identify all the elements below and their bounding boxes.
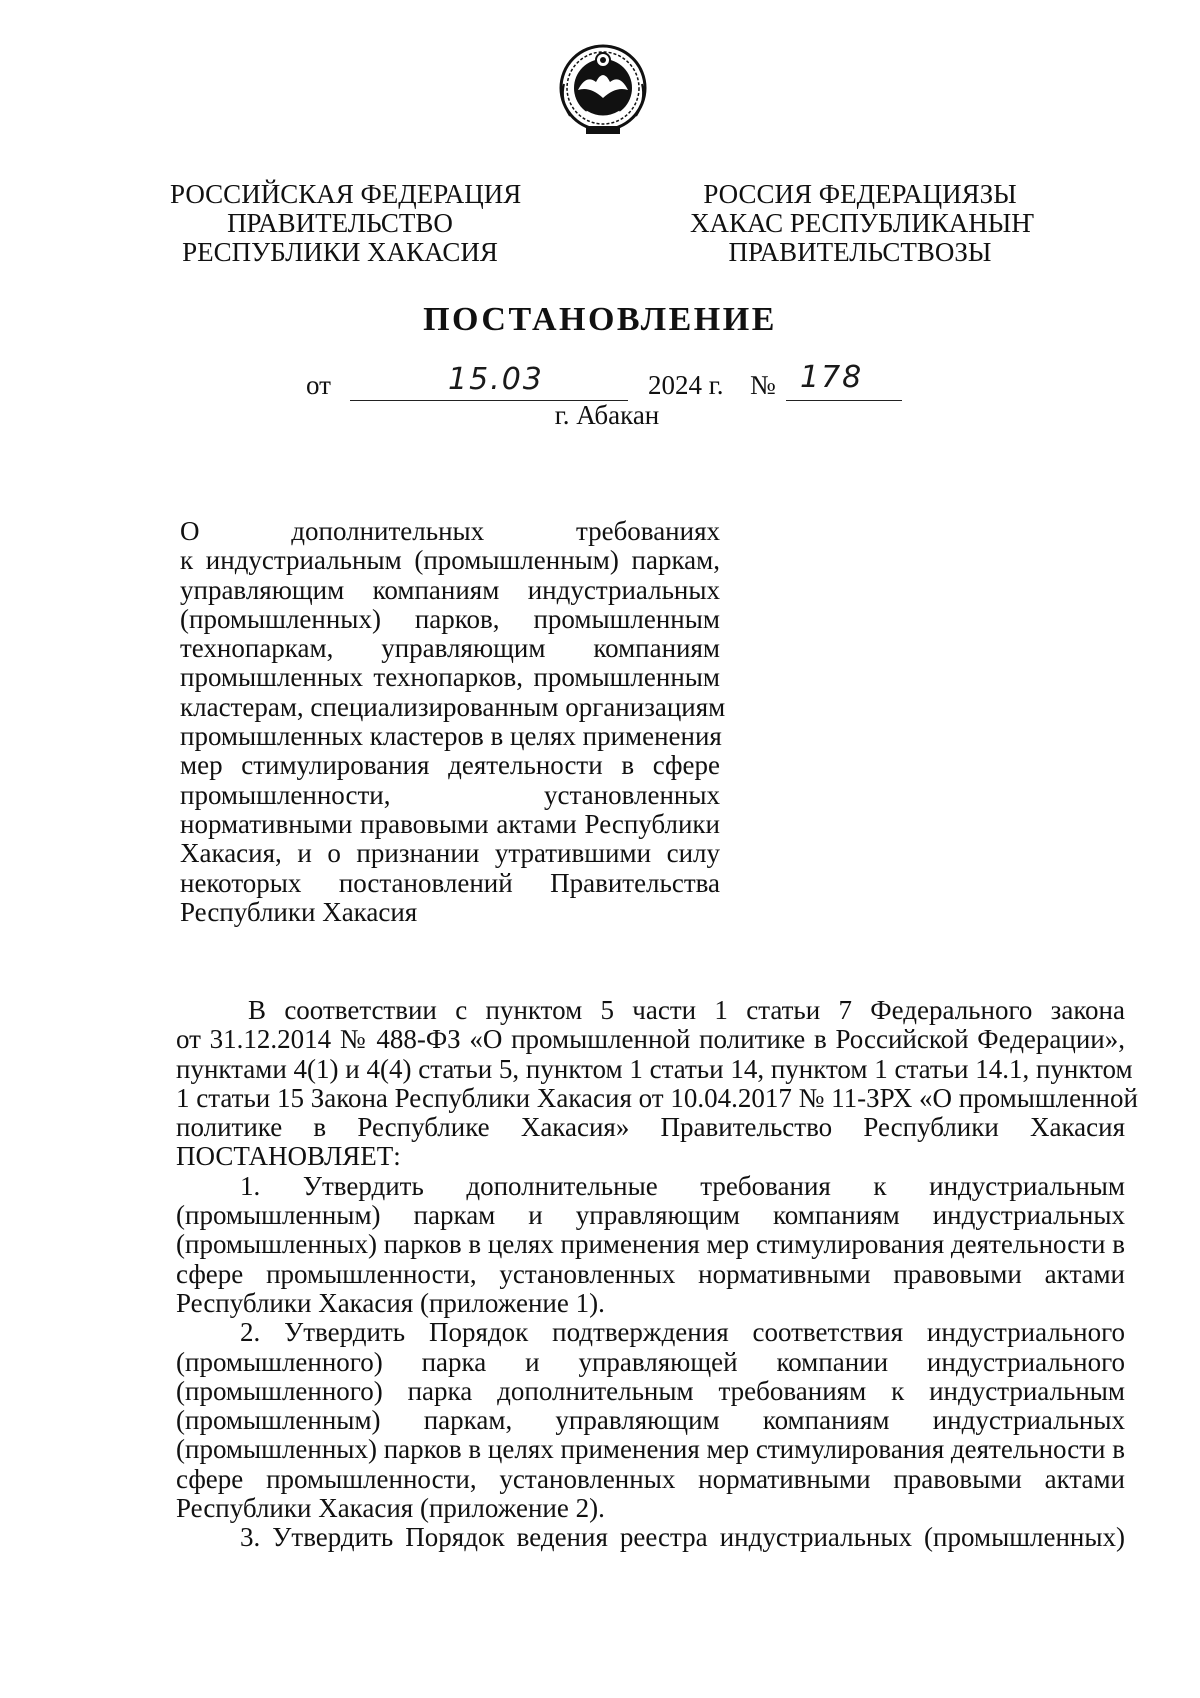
subject-line: кластерам, специализированным организациям	[180, 691, 726, 722]
body-line: (промышленных) парков в целях применения мер стимулирования деятельности в	[176, 1229, 1125, 1260]
body-line: политике в Республике Хакасия» Правительство Республики Хакасия	[176, 1112, 1125, 1143]
subject-line: О дополнительных требованиях	[180, 516, 720, 546]
handwritten-date: 15.03	[448, 362, 544, 397]
subject-line: некоторых постановлений Правительства	[180, 867, 720, 898]
header-right-line: РОССИЯ ФЕДЕРАЦИЯЗЫ	[703, 179, 1017, 209]
handwritten-number: 178	[800, 360, 864, 395]
body-line: 2. Утвердить Порядок подтверждения соответствия индустриального	[240, 1317, 1125, 1348]
subject-line: управляющим компаниям индустриальных	[180, 574, 720, 605]
subject-line: промышленных технопарков, промышленным	[180, 662, 720, 693]
body-line: пунктами 4(1) и 4(4) статьи 5, пунктом 1 статьи 14, пунктом 1 статьи 14.1, пунктом	[176, 1053, 1133, 1084]
city-text: г. Абакан	[554, 400, 660, 430]
body-line: 1. Утвердить дополнительные требования к индустриальным	[240, 1170, 1125, 1201]
header-right	[690, 179, 1035, 267]
subject-line: (промышленных) парков, промышленным	[180, 603, 720, 634]
body-line: (промышленным) паркам и управляющим компаниям индустриальных	[176, 1200, 1125, 1231]
body-line: ПОСТАНОВЛЯЕТ:	[176, 1141, 401, 1172]
subject-line: мер стимулирования деятельности в сфере	[180, 750, 720, 781]
document-subject	[180, 516, 726, 927]
document-title: ПОСТАНОВЛЕНИЕ	[423, 301, 777, 338]
body-line: (промышленным) паркам, управляющим компаниям индустриальных	[176, 1405, 1125, 1436]
subject-line: промышленности, установленных	[180, 779, 720, 810]
header-left-line: ПРАВИТЕЛЬСТВО	[227, 208, 453, 238]
body-line: 1 статьи 15 Закона Республики Хакасия от 10.04.2017 № 11-ЗРХ «О промышленной	[176, 1082, 1138, 1113]
header-right-line: ХАКАС РЕСПУБЛИКАНЫҤ	[690, 208, 1035, 238]
header-left-line: РЕСПУБЛИКИ ХАКАСИЯ	[182, 237, 498, 267]
from-label: от	[306, 370, 331, 400]
number-label: №	[750, 370, 776, 400]
body-line: (промышленного) парка дополнительным требованиям к индустриальным	[176, 1375, 1125, 1406]
subject-line: к индустриальным (промышленным) паркам,	[180, 545, 720, 576]
khakassia-coat-of-arms-icon	[556, 40, 650, 140]
body-line: Республики Хакасия (приложение 2).	[176, 1493, 605, 1524]
subject-line: Хакасия, и о признании утратившими силу	[180, 838, 720, 869]
body-line: сфере промышленности, установленных нормативными правовыми актами	[176, 1463, 1125, 1494]
body-line: (промышленных) парков в целях применения мер стимулирования деятельности в	[176, 1434, 1125, 1465]
body-line: сфере промышленности, установленных нормативными правовыми актами	[176, 1258, 1125, 1289]
city-label	[0, 400, 1200, 431]
body-line: (промышленного) парка и управляющей компании индустриального	[176, 1346, 1125, 1377]
subject-line: Республики Хакасия	[180, 896, 418, 927]
year-label: 2024 г.	[648, 370, 724, 400]
body-line: 3. Утвердить Порядок ведения реестра индустриальных (промышленных)	[240, 1522, 1125, 1553]
body-line: от 31.12.2014 № 488-ФЗ «О промышленной политике в Российской Федерации»,	[176, 1024, 1125, 1055]
subject-line: технопаркам, управляющим компаниям	[180, 633, 720, 664]
body-line: В соответствии с пунктом 5 части 1 статьи 7 Федерального закона	[248, 995, 1125, 1025]
body-line: Республики Хакасия (приложение 1).	[176, 1287, 605, 1318]
header-left	[170, 179, 522, 267]
header-right-line: ПРАВИТЕЛЬСТВОЗЫ	[728, 237, 992, 267]
document-body	[176, 995, 1138, 1553]
header-left-line: РОССИЙСКАЯ ФЕДЕРАЦИЯ	[170, 179, 522, 209]
subject-line: нормативными правовыми актами Республики	[180, 808, 720, 839]
subject-line: промышленных кластеров в целях применения	[180, 721, 722, 752]
